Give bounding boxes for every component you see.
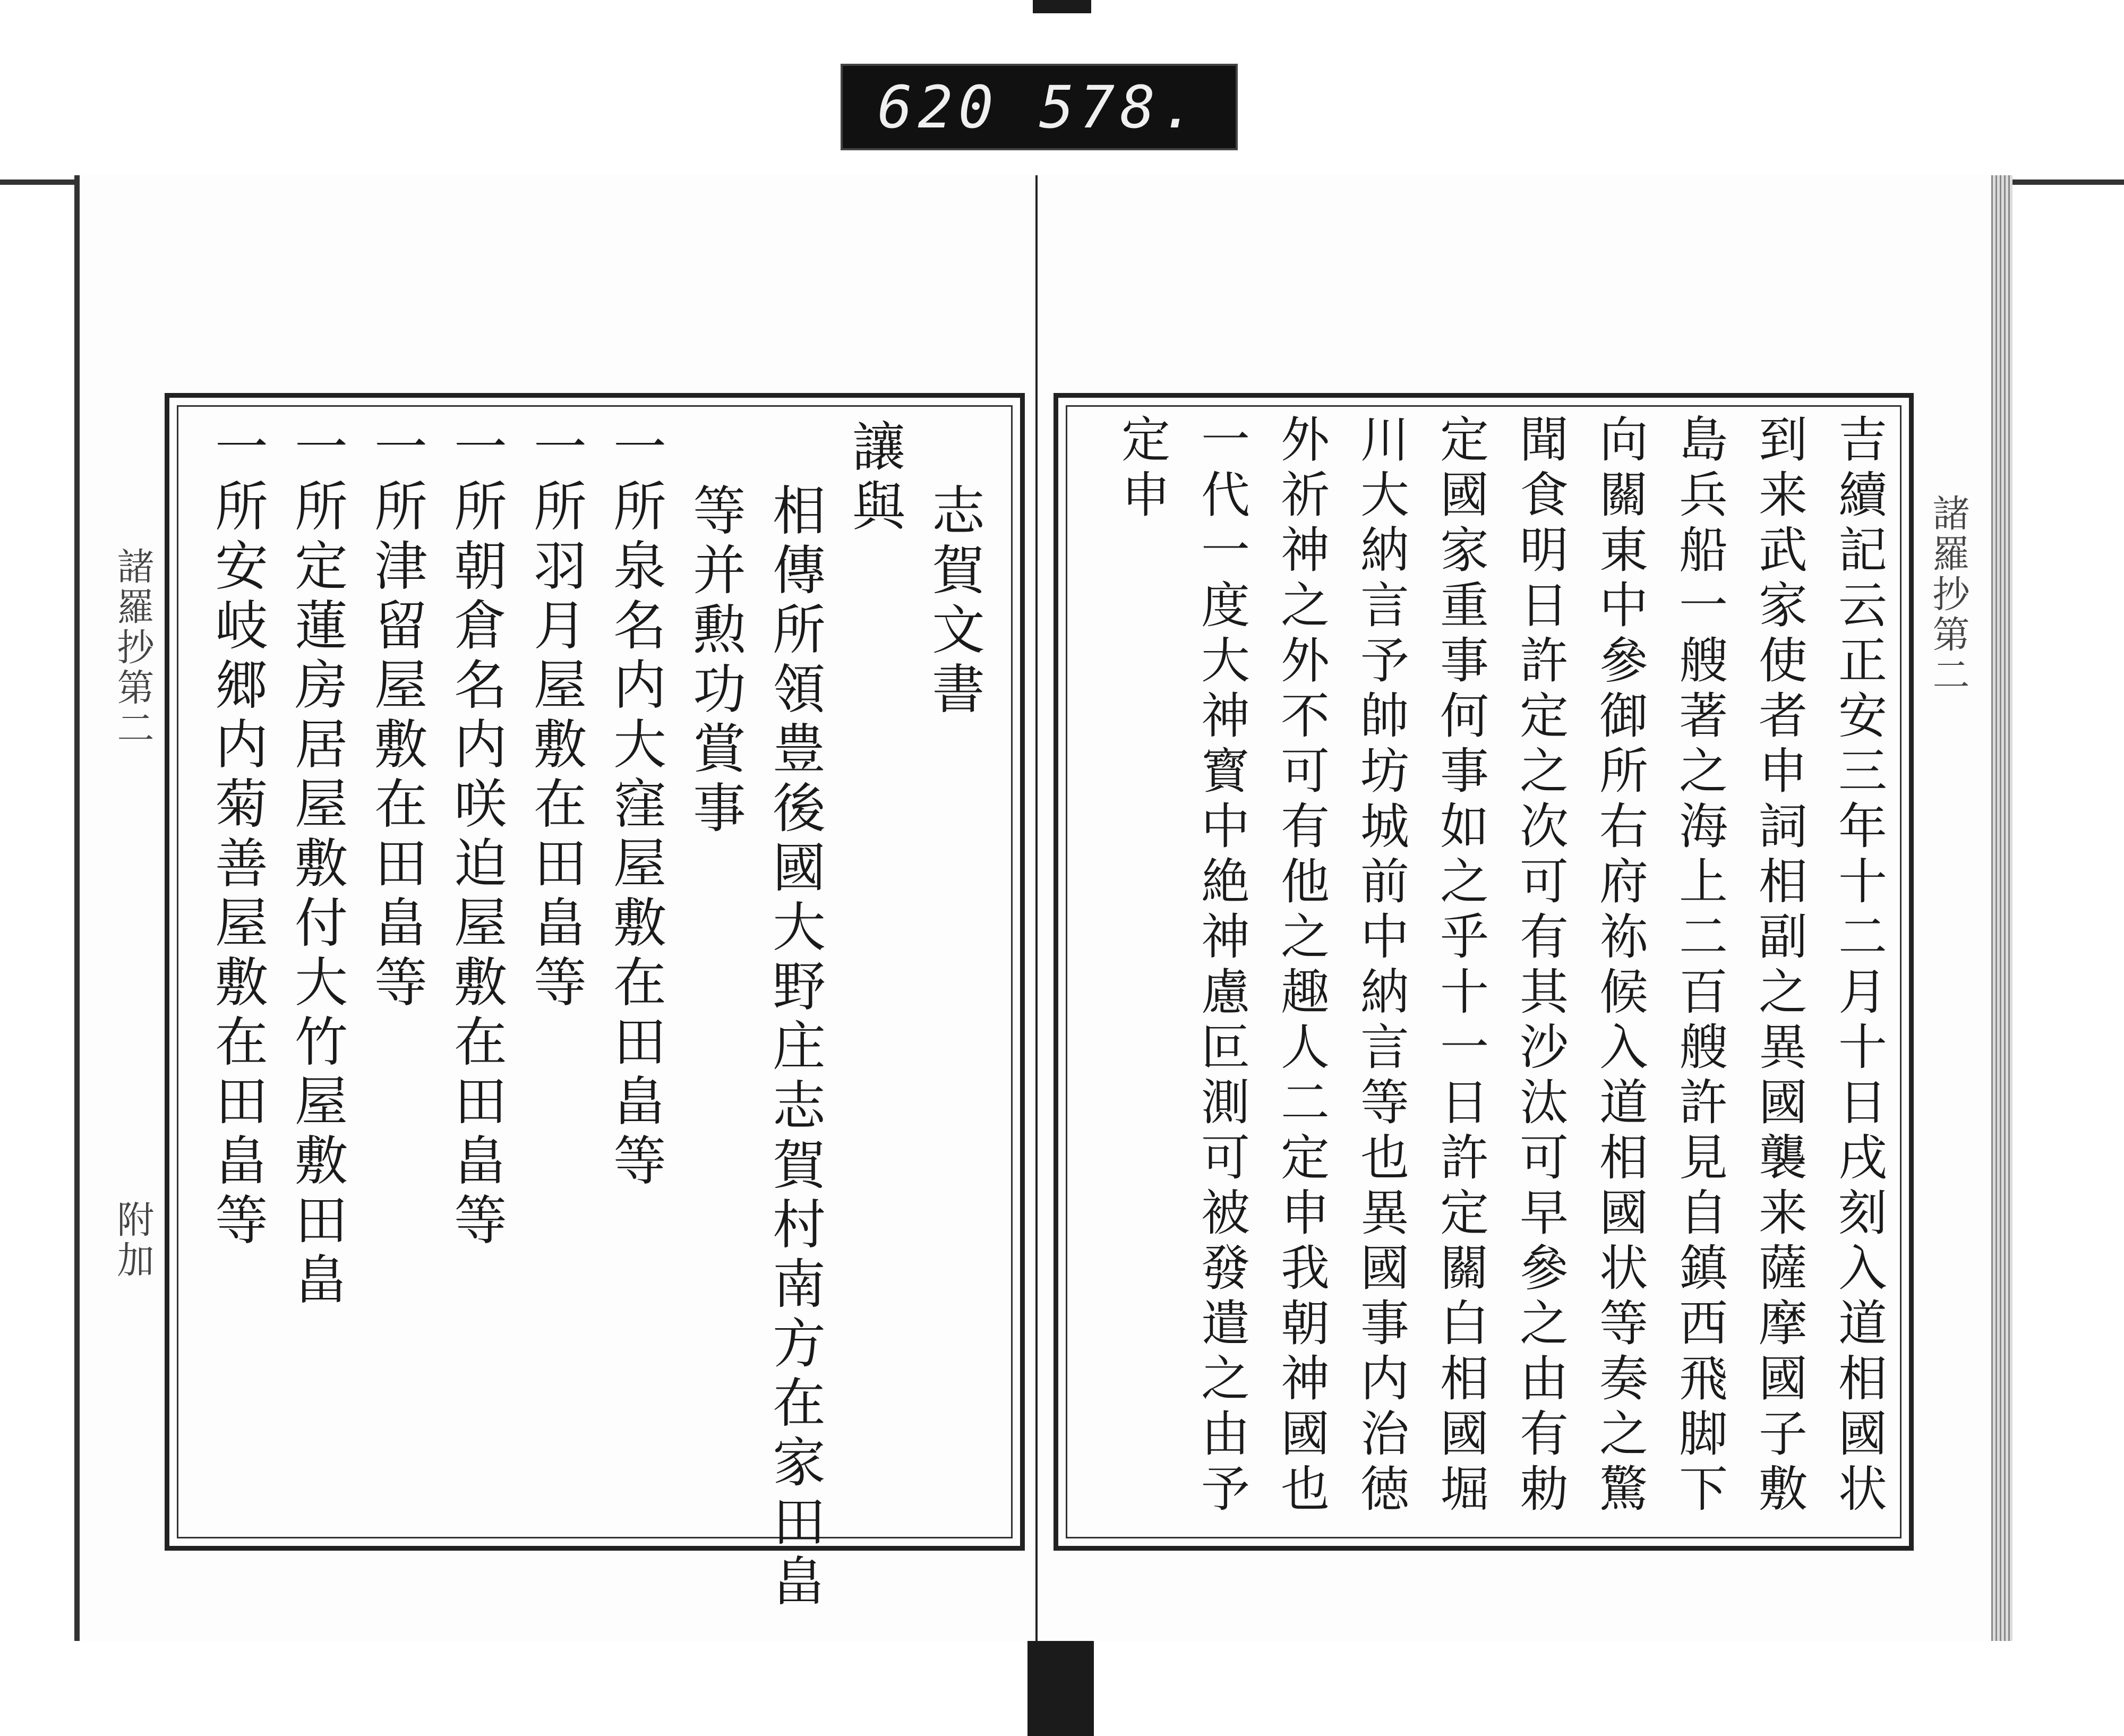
text-column: 定申 xyxy=(1114,414,1170,524)
left-text-frame xyxy=(165,393,1025,1613)
text-column: 外祈神之外不可有他之趣人二定申我朝神國也 xyxy=(1273,414,1330,1518)
open-book xyxy=(74,175,1997,1641)
text-column: 一所泉名内大窪屋敷在田畠等 xyxy=(604,419,666,1192)
right-margin-title: 諸羅抄第二 xyxy=(1926,494,1970,696)
bottom-binding-bar xyxy=(1027,1633,1094,1736)
text-column: 等并勲功賞事 xyxy=(684,483,746,840)
text-column: 島兵船一艘著之海上二百艘許見自鎮西飛脚下 xyxy=(1671,414,1728,1518)
text-column: 到来武家使者申詞相副之異國襲来薩摩國子敷 xyxy=(1751,414,1808,1518)
text-column: 一所定蓮房居屋敷付大竹屋敷田畠 xyxy=(286,419,348,1311)
shelf-number-label xyxy=(841,64,1238,150)
text-column: 一所津留屋敷在田畠等 xyxy=(365,419,427,1014)
right-text-frame xyxy=(1054,393,1914,1551)
text-column: 一所安岐郷内菊善屋敷在田畠等 xyxy=(206,419,268,1252)
page-edges-right xyxy=(1991,175,2012,1641)
text-column: 相傳所領豊後國大野庄志賀村南方在家田畠 xyxy=(764,483,826,1613)
left-margin-page: 附加 xyxy=(111,1200,155,1281)
text-column: 吉續記云正安三年十二月十日戌刻入道相國状 xyxy=(1830,414,1887,1518)
text-column: 一代一度大神寳中絶神慮叵測可被發遣之由予 xyxy=(1193,414,1250,1518)
shelf-number-right: 578. xyxy=(1039,73,1201,141)
left-page xyxy=(80,175,1038,1641)
top-binding-bar xyxy=(1033,0,1091,13)
text-column: 聞食明日許定之次可有其沙汰可早參之由有勅 xyxy=(1512,414,1569,1518)
text-column: 一所羽月屋敷在田畠等 xyxy=(525,419,587,1014)
text-column: 川大納言予帥坊城前中納言等也異國事内治徳 xyxy=(1352,414,1409,1518)
text-column: 一所朝倉名内咲迫屋敷在田畠等 xyxy=(445,419,507,1252)
text-column: 定國家重事何事如之乎十一日許定關白相國堀 xyxy=(1432,414,1489,1518)
right-page xyxy=(1038,175,1991,1641)
shelf-number-left: 620 xyxy=(877,73,999,141)
left-margin-title: 諸羅抄第二 xyxy=(111,547,155,749)
text-column: 讓與 xyxy=(843,419,905,538)
right-text-columns xyxy=(1074,414,1898,1530)
left-text-columns xyxy=(191,419,994,1613)
text-column: 向關東中參御所右府袮候入道相國状等奏之驚 xyxy=(1591,414,1648,1518)
text-column: 志賀文書 xyxy=(923,483,985,721)
